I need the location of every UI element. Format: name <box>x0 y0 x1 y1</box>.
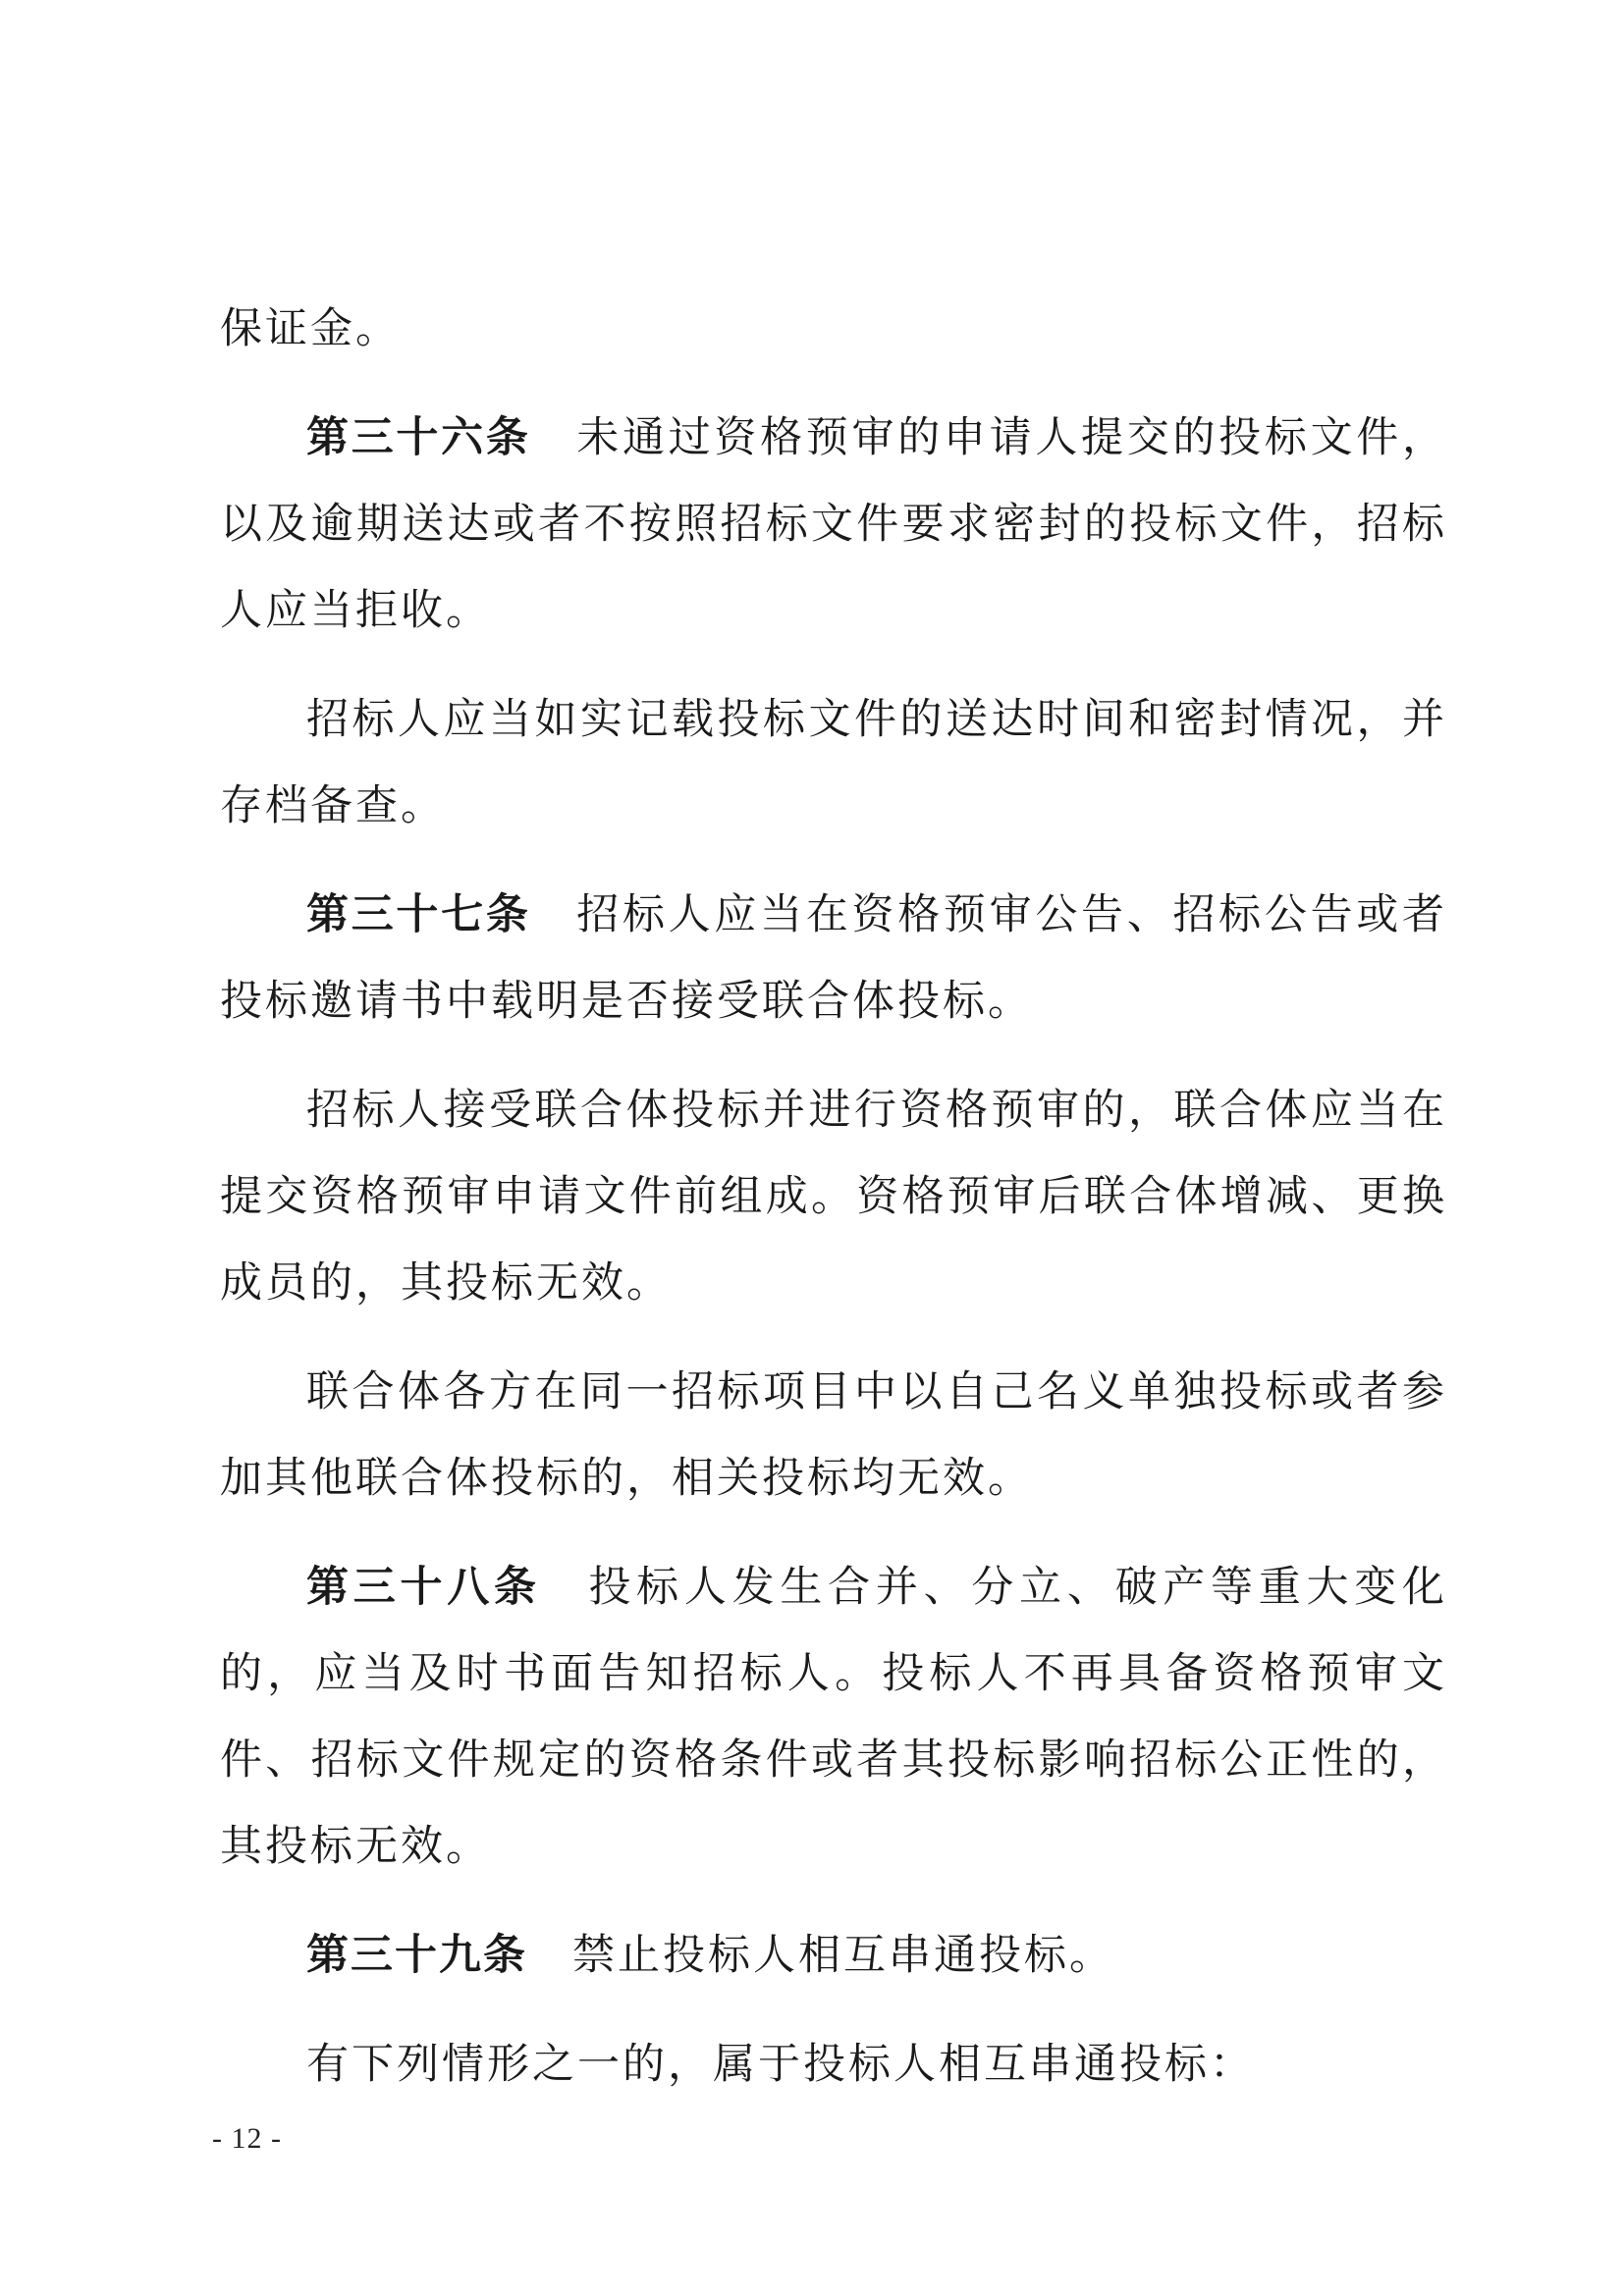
article-39 <box>220 1912 1447 1999</box>
article-text: 招标人应当在资格预审公告、招标公告或者投标邀请书中载明是否接受联合体投标。 <box>220 890 1448 1026</box>
paragraph <box>220 676 1447 849</box>
body-text <box>220 286 1447 2130</box>
paragraph <box>220 2021 1447 2108</box>
article-text: 投标人发生合并、分立、破产等重大变化的，应当及时书面告知招标人。投标人不再具备资格预审文件、招标文件规定的资格条件或者其投标影响招标公正性的，其投标无效。 <box>220 1563 1448 1871</box>
paragraph-continuation <box>220 286 1447 372</box>
article-heading: 第三十八条 <box>306 1563 541 1612</box>
article-heading: 第三十六条 <box>306 413 531 462</box>
article-36 <box>220 395 1447 654</box>
paragraph-text: 有下列情形之一的，属于投标人相互串通投标： <box>306 2040 1255 2089</box>
paragraph <box>220 1067 1447 1326</box>
article-heading: 第三十九条 <box>306 1931 527 1980</box>
paragraph-text: 联合体各方在同一招标项目中以自己名义单独投标或者参加其他联合体投标的，相关投标均无效。 <box>220 1367 1447 1503</box>
article-38 <box>220 1544 1447 1890</box>
article-heading: 第三十七条 <box>306 890 531 939</box>
paragraph-text: 保证金。 <box>220 304 401 353</box>
page-number: - 12 - <box>212 2122 282 2155</box>
article-text: 禁止投标人相互串通投标。 <box>572 1931 1114 1980</box>
article-text: 未通过资格预审的申请人提交的投标文件，以及逾期送达或者不按照招标文件要求密封的投标文件，招标人应当拒收。 <box>220 413 1448 635</box>
paragraph-text: 招标人应当如实记载投标文件的送达时间和密封情况，并存档备查。 <box>220 695 1447 830</box>
paragraph <box>220 1349 1447 1522</box>
paragraph-text: 招标人接受联合体投标并进行资格预审的，联合体应当在提交资格预审申请文件前组成。资格预审后联合体增减、更换成员的，其投标无效。 <box>220 1086 1447 1308</box>
article-37 <box>220 872 1447 1044</box>
